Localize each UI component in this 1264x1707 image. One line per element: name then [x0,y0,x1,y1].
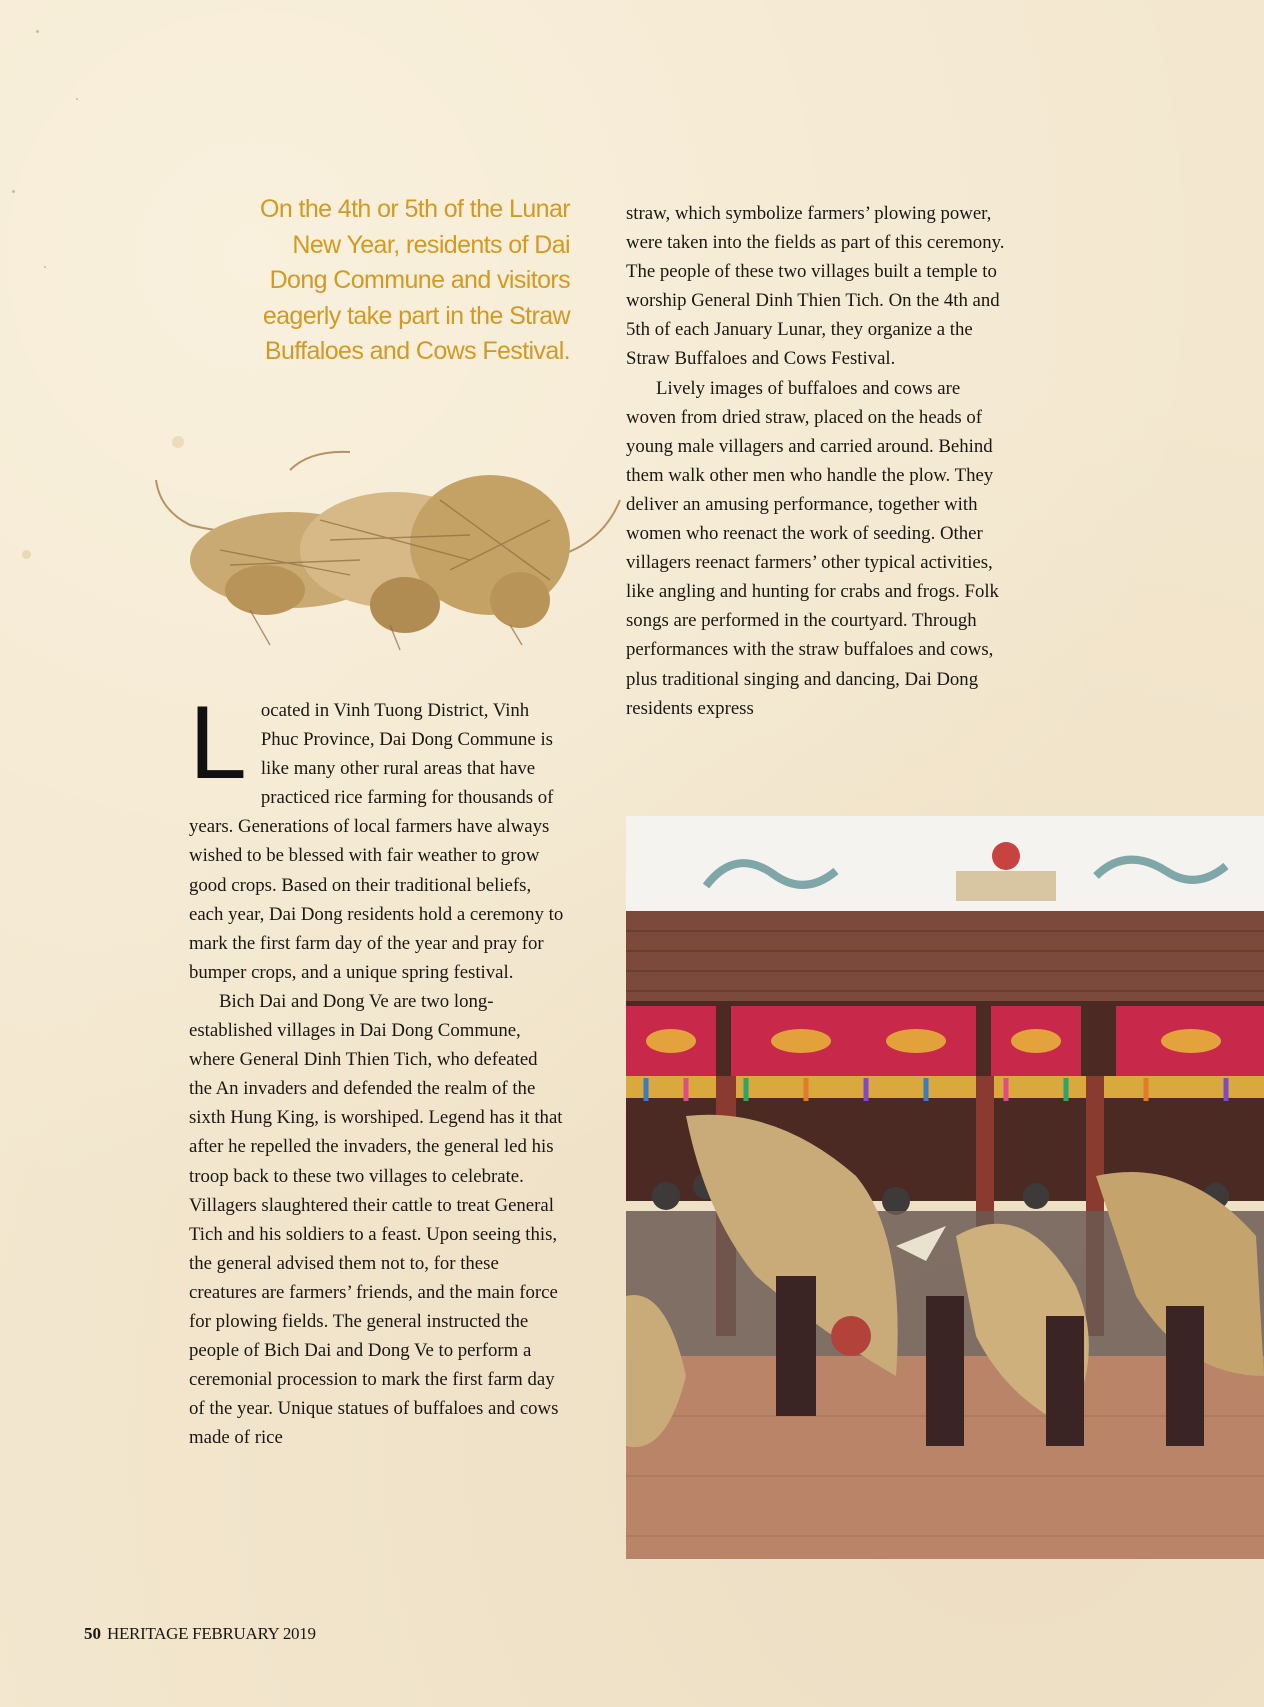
straw-buffaloes-illustration [150,440,630,655]
paragraph-intro [189,685,564,987]
paper-speck [22,550,31,559]
paragraph-ceremony: straw, which symbolize farmers’ plowing power, were taken into the fields as part of this ceremony. The people of these two villages built a temple to worship General Dinh Thien Tich. On the 4th and 5th of each January Lunar, they organize a the Straw Buffaloes and Cows Festival. [626,203,1005,370]
page-footer [84,1624,316,1644]
right-column [626,199,1011,723]
page-number: 50 [84,1624,101,1643]
paragraph-festival: Lively images of buffaloes and cows are woven from dried straw, placed on the heads of young male villagers and carried around. Behind them walk other men who handle the plow. They deliver an amusing performance, together with women who reenact the work of seeding. Other villagers reenact farmers’ other typical activities, like angling and hunting for crabs and frogs. Folk songs are performed in the courtyard. Through performances with the straw buffaloes and cows, plus traditional singing and dancing, Dai Dong residents express [626,377,999,719]
paper-speck [76,98,78,100]
paper-speck [44,266,46,268]
pull-quote: On the 4th or 5th of the Lunar New Year, residents of Dai Dong Commune and visitors eagerly take part in the Straw Buffaloes and Cows Festival. [259,195,570,365]
left-column [189,685,564,1452]
festival-photo [626,816,1264,1559]
publication-line: HERITAGE FEBRUARY 2019 [107,1624,316,1643]
drop-cap: L [189,685,247,801]
paragraph-intro-text: ocated in Vinh Tuong District, Vinh Phuc Province, Dai Dong Commune is like many other rural areas that have practiced rice farming for thousands of years. Generations of local farmers have always wished to be blessed with fair weather to grow good crops. Based on their traditional beliefs, each year, Dai Dong residents hold a ceremony to mark the first farm day of the year and pray for bumper crops, and a unique spring festival. [189,700,564,983]
paper-speck [36,30,39,33]
paper-speck [12,190,15,193]
paragraph-legend: Bich Dai and Dong Ve are two long-established villages in Dai Dong Commune, where General Dinh Thien Tich, who defeated the An invaders and defended the realm of the sixth Hung King, is worshiped. Legend has it that after he repelled the invaders, the general led his troop back to these two villages to celebrate. Villagers slaughtered their cattle to treat General Tich and his soldiers to a feast. Upon seeing this, the general advised them not to, for these creatures are farmers’ friends, and the main force for plowing fields. The general instructed the people of Bich Dai and Dong Ve to perform a ceremonial procession to mark the first farm day of the year. Unique statues of buffaloes and cows made of rice [189,990,563,1449]
